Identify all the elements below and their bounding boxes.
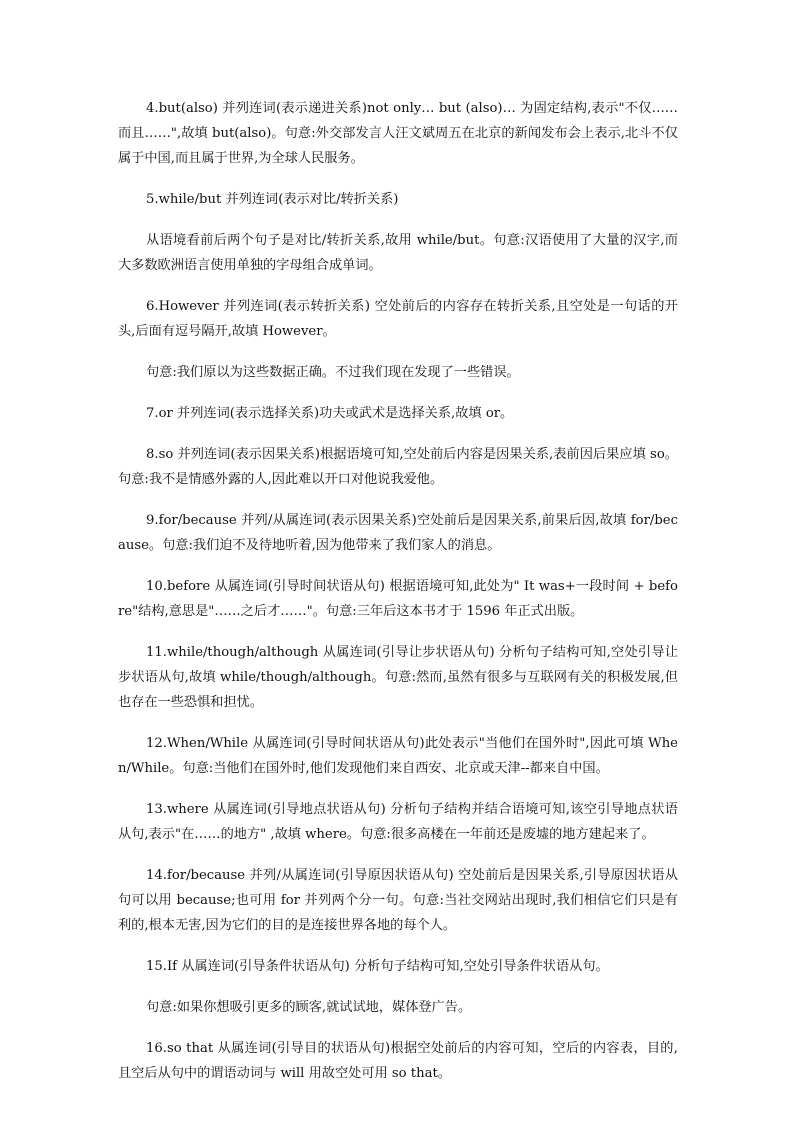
answer-paragraph-11: 11.while/though/although 从属连词(引导让步状语从句) 分析句子结构可知,空处引导让步状语从句,故填 while/though/although。句意:然而,虽然有很多与互联网有关的积极发展,但也存在一些恐惧和担忧。 [118,645,678,710]
answer-paragraph-15-translation: 句意:如果你想吸引更多的顾客,就试试地，媒体登广告。 [146,1000,472,1015]
document-body [118,96,678,1102]
answer-paragraph-9: 9.for/because 并列/从属连词(表示因果关系)空处前后是因果关系,前果后因,故填 for/because。句意:我们迫不及待地听着,因为他带来了我们家人的消息。 [118,513,678,553]
answer-paragraph-13: 13.where 从属连词(引导地点状语从句) 分析句子结构并结合语境可知,该空引导地点状语从句,表示"在……的地方" ,故填 where。句意:很多高楼在一年前还是废墟的地方建起来了。 [118,802,678,842]
answer-paragraph-15: 15.If 从属连词(引导条件状语从句) 分析句子结构可知,空处引导条件状语从句。 [146,959,609,974]
answer-paragraph-10: 10.before 从属连词(引导时间状语从句) 根据语境可知,此处为" It was+一段时间 + before"结构,意思是"……之后才……"。句意:三年后这本书才于 1596 年正式出版。 [118,579,678,619]
answer-paragraph-6-translation: 句意:我们原以为这些数据正确。不过我们现在发现了一些错误。 [146,365,520,380]
answer-paragraph-14: 14.for/because 并列/从属连词(引导原因状语从句) 空处前后是因果关系,引导原因状语从句可以用 because;也可用 for 并列两个分一句。句意:当社交网站出现时,我们相信它们只是有利的,根本无害,因为它们的目的是连接世界各地的每个人。 [118,868,678,933]
answer-paragraph-5-explanation: 从语境看前后两个句子是对比/转折关系,故用 while/but。句意:汉语使用了大量的汉字,而大多数欧洲语言使用单独的字母组合成单词。 [118,233,678,273]
answer-paragraph-7: 7.or 并列连词(表示选择关系)功夫或武术是选择关系,故填 or。 [146,406,514,421]
answer-paragraph-5-heading: 5.while/but 并列连词(表示对比/转折关系) [146,192,399,207]
answer-paragraph-12: 12.When/While 从属连词(引导时间状语从句)此处表示"当他们在国外时",因此可填 When/While。句意:当他们在国外时,他们发现他们来自西安、北京或天津--都来自中国。 [118,736,678,776]
answer-paragraph-4: 4.but(also) 并列连词(表示递进关系)not only… but (also)… 为固定结构,表示"不仅……而且……",故填 but(also)。句意:外交部发言人汪文斌周五在北京的新闻发布会上表示,北斗不仅属于中国,而且属于世界,为全球人民服务。 [118,101,678,166]
answer-paragraph-6: 6.However 并列连词(表示转折关系) 空处前后的内容存在转折关系,且空处是一句话的开头,后面有逗号隔开,故填 However。 [118,299,678,339]
answer-paragraph-8: 8.so 并列连词(表示因果关系)根据语境可知,空处前后内容是因果关系,表前因后果应填 so。句意:我不是情感外露的人,因此难以开口对他说我爱他。 [118,447,678,487]
answer-paragraph-16: 16.so that 从属连词(引导目的状语从句)根据空处前后的内容可知，空后的内容表，目的,且空后从句中的谓语动词与 will 用故空处可用 so that。 [118,1041,678,1081]
